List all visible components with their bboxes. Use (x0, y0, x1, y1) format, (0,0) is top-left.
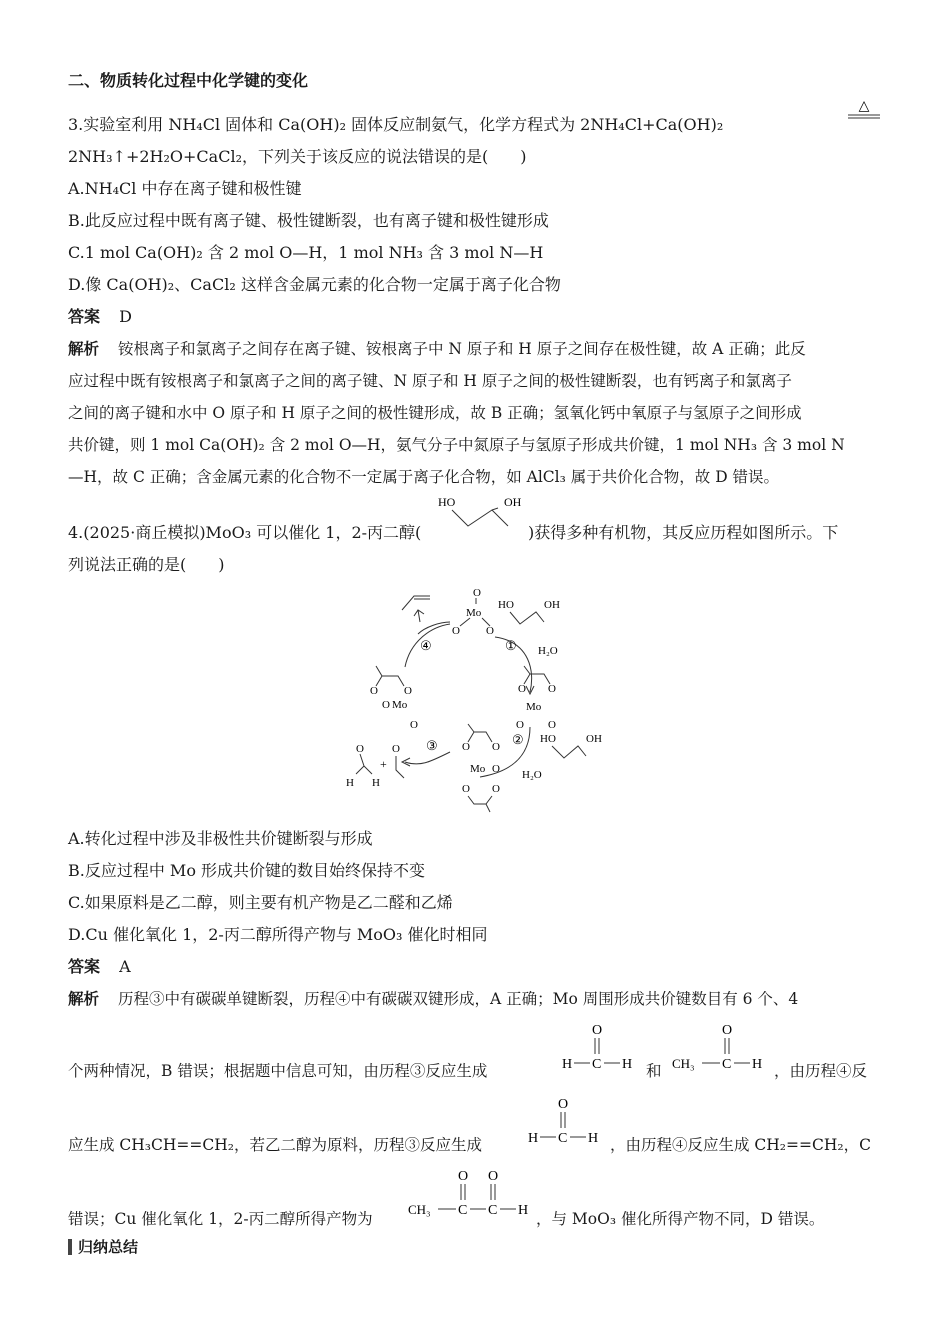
ac-ch3: CH₃ (672, 1056, 695, 1071)
heat-symbol: △ (858, 99, 870, 114)
q4-analysis-line1 (68, 988, 798, 1010)
plus-sign: + (380, 757, 387, 771)
q3-option-d: D.像 Ca(OH)₂、CaCl₂ 这样含金属元素的化合物一定属于离子化合物 (68, 275, 561, 294)
q3-option-c: C.1 mol Ca(OH)₂ 含 2 mol O—H，1 mol NH₃ 含 3 mol N—H (68, 243, 544, 262)
q4-analysis-line2c: ，由历程④反 (774, 1062, 868, 1080)
diol2-ho: HO (540, 733, 556, 745)
right-o1: O (518, 683, 526, 695)
ac-c: C (722, 1057, 732, 1072)
propanediol-structure (432, 490, 532, 540)
step3-label: ③ (426, 738, 438, 753)
formaldehyde-structure (558, 1018, 638, 1078)
q3-option-b: B.此反应过程中既有离子键、极性键断裂，也有离子键和极性键形成 (68, 211, 549, 230)
step4-label: ④ (420, 638, 432, 653)
answer-value: A (119, 957, 131, 976)
q3-stem-line1: 3.实验室利用 NH₄Cl 固体和 Ca(OH)₂ 固体反应制氨气，化学方程式为 2NH₄Cl+Ca(OH)₂ (68, 115, 724, 134)
q3-analysis-line4: 共价键，则 1 mol Ca(OH)₂ 含 2 mol O—H，氨气分子中氮原子与氢原子形成共价键，1 mol NH₃ 含 3 mol N (68, 436, 845, 454)
py-o1: O (458, 1169, 469, 1184)
acetaldehyde-structure (670, 1018, 770, 1078)
top-o: O (473, 587, 481, 599)
fa-h1: H (562, 1057, 573, 1072)
q4-answer-row (68, 956, 131, 978)
fa2-o: O (558, 1097, 569, 1112)
diol2-oh: OH (586, 733, 602, 745)
fa2-h2: H (588, 1131, 599, 1146)
bot-mo: Mo (470, 763, 486, 775)
q4-analysis-line3a: 应生成 CH₃CH==CH₂，若乙二醇为原料，历程③反应生成 (68, 1136, 482, 1154)
q4-stem-line2: 列说法正确的是( ) (68, 555, 225, 574)
q3-option-a: A.NH₄Cl 中存在离子键和极性键 (68, 179, 302, 198)
left-o4: O (410, 719, 418, 731)
analysis-text: 历程③中有碳碳单键断裂，历程④中有碳碳双键形成，A 正确；Mo 周围形成共价键数目有 6 个、4 (117, 990, 799, 1008)
formaldehyde-structure-2 (524, 1092, 604, 1152)
q4-stem-line1a: 4.(2025·商丘模拟)MoO₃ 可以催化 1，2-丙二醇( (68, 523, 422, 542)
right-mo: Mo (526, 701, 542, 713)
top-o-left: O (452, 625, 460, 637)
fa2-c: C (558, 1131, 568, 1146)
answer-label: 答案 (68, 957, 101, 976)
q3-analysis-line2: 应过程中既有铵根离子和氯离子之间的离子键、N 原子和 H 原子之间的极性键断裂，也有钙离子和氯离子 (68, 372, 792, 390)
fa-c: C (592, 1057, 602, 1072)
heat-arrow-equals (846, 96, 882, 124)
ac-o: O (722, 1023, 733, 1038)
q3-answer-row (68, 306, 132, 328)
section-heading: 二、物质转化过程中化学键的变化 (68, 71, 309, 90)
step1-label: ① (505, 638, 517, 653)
h2o-bottom: H₂O (522, 769, 542, 781)
q4-analysis-line3b: ，由历程④反应生成 CH₂==CH₂，C (610, 1136, 871, 1154)
pyruvaldehyde-structure (406, 1164, 536, 1224)
ald2-o: O (392, 743, 400, 755)
diol-ho: HO (498, 599, 514, 611)
left-o1: O (370, 685, 378, 697)
step2-label: ② (512, 732, 524, 747)
bot-o1: O (462, 741, 470, 753)
right-o4: O (548, 719, 556, 731)
py-c2: C (488, 1203, 498, 1218)
fa-h2: H (622, 1057, 633, 1072)
diol-oh: OH (544, 599, 560, 611)
q3-stem-line2: 2NH₃↑+2H₂O+CaCl₂，下列关于该反应的说法错误的是( ) (68, 147, 527, 166)
q3-analysis-line5: —H，故 C 正确；含金属元素的化合物不一定属于离子化合物，如 AlCl₃ 属于共价化合物，故 D 错误。 (68, 468, 780, 486)
q3-analysis-line1 (68, 338, 806, 360)
bot-o3: O (462, 783, 470, 795)
oh-label: OH (504, 495, 522, 509)
ald1-o: O (356, 743, 364, 755)
q4-option-d: D.Cu 催化氧化 1，2-丙二醇所得产物与 MoO₃ 催化时相同 (68, 925, 488, 944)
top-mo: Mo (466, 607, 482, 619)
bot-o4: O (492, 783, 500, 795)
py-c1: C (458, 1203, 468, 1218)
ald1-h2: H (372, 777, 380, 789)
right-o2: O (548, 683, 556, 695)
ac-h: H (752, 1057, 763, 1072)
fa-o: O (592, 1023, 603, 1038)
bot-o2: O (492, 741, 500, 753)
q4-analysis-line2b: 和 (646, 1062, 662, 1080)
top-o-right: O (486, 625, 494, 637)
summary-bar (68, 1239, 72, 1255)
analysis-label: 解析 (68, 990, 100, 1008)
q4-option-c: C.如果原料是乙二醇，则主要有机产物是乙二醛和乙烯 (68, 893, 453, 912)
left-o3: O (382, 699, 390, 711)
ho-label: HO (438, 495, 456, 509)
fa2-h1: H (528, 1131, 539, 1146)
answer-value: D (119, 307, 132, 326)
right-o3: O (516, 719, 524, 731)
q3-analysis-line3: 之间的离子键和水中 O 原子和 H 原子之间的极性键形成，故 B 正确；氢氧化钙中氧原子与氢原子之间形成 (68, 404, 802, 422)
left-mo: Mo (392, 699, 408, 711)
q4-option-b: B.反应过程中 Mo 形成共价键的数目始终保持不变 (68, 861, 426, 880)
q4-analysis-line4b: ，与 MoO₃ 催化所得产物不同，D 错误。 (536, 1210, 825, 1228)
q4-stem-line1b: )获得多种有机物，其反应历程如图所示。下 (528, 523, 839, 542)
q4-analysis-line2a: 个两种情况，B 错误；根据题中信息可知，由历程③反应生成 (68, 1062, 488, 1080)
q4-option-a: A.转化过程中涉及非极性共价键断裂与形成 (68, 829, 373, 848)
left-o2: O (404, 685, 412, 697)
ald1-h1: H (346, 777, 354, 789)
h2o-top: H₂O (538, 645, 558, 657)
answer-label: 答案 (68, 307, 101, 326)
py-ch3: CH₃ (408, 1202, 431, 1217)
summary-text: 归纳总结 (78, 1238, 139, 1256)
py-o2: O (488, 1169, 499, 1184)
analysis-label: 解析 (68, 340, 100, 358)
summary-heading (68, 1236, 138, 1257)
py-h: H (518, 1203, 529, 1218)
analysis-text: 铵根离子和氯离子之间存在离子键、铵根离子中 N 原子和 H 原子之间存在极性键，故 A 正确；此反 (117, 340, 806, 358)
reaction-cycle-diagram (330, 582, 630, 822)
bot-o-eq: O (492, 763, 500, 775)
q4-analysis-line4a: 错误；Cu 催化氧化 1，2-丙二醇所得产物为 (68, 1210, 373, 1228)
